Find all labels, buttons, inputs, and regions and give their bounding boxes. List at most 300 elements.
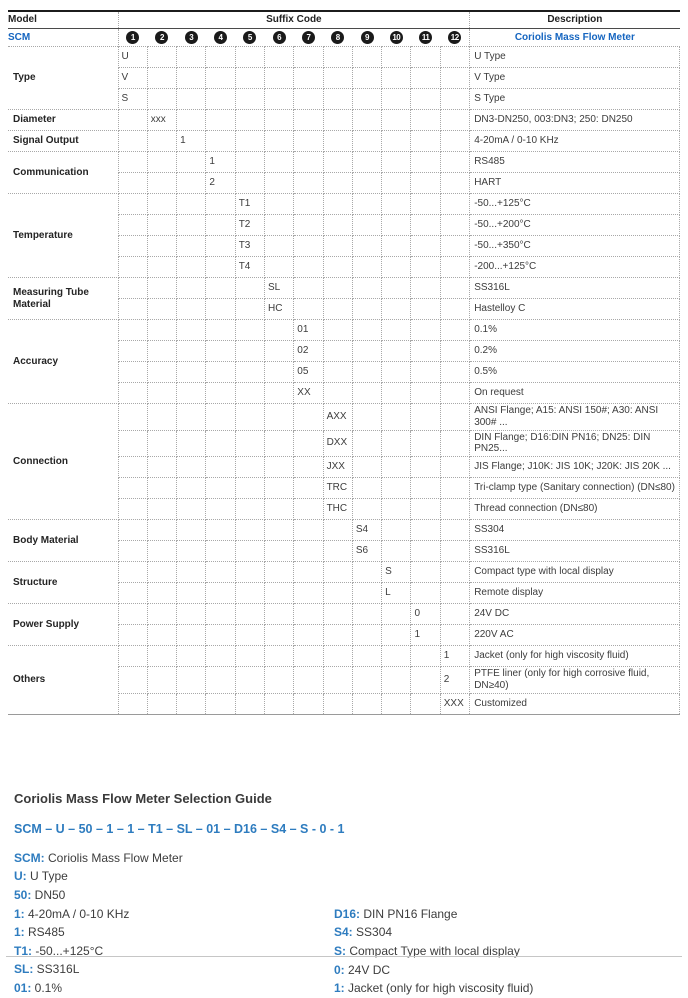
grid-cell xyxy=(264,520,293,541)
suffix-position-2 xyxy=(147,29,176,47)
suffix-code: 01 xyxy=(294,320,323,341)
grid-cell xyxy=(411,257,440,278)
grid-cell xyxy=(411,68,440,89)
grid-cell xyxy=(382,320,411,341)
grid-cell xyxy=(382,299,411,320)
group-label: Communication xyxy=(8,152,118,194)
grid-cell xyxy=(294,215,323,236)
grid-cell xyxy=(352,299,381,320)
grid-cell xyxy=(177,541,206,562)
grid-cell xyxy=(206,667,235,694)
grid-cell xyxy=(264,362,293,383)
grid-cell xyxy=(235,89,264,110)
grid-cell xyxy=(147,131,176,152)
group-label: Structure xyxy=(8,562,118,604)
suffix-position-10 xyxy=(382,29,411,47)
grid-cell xyxy=(440,562,469,583)
grid-cell xyxy=(352,693,381,714)
description: SS316L xyxy=(470,541,680,562)
table-row xyxy=(8,152,680,173)
grid-cell xyxy=(118,520,147,541)
guide-item: 1: 4-20mA / 0-10 KHz xyxy=(14,906,130,921)
grid-cell xyxy=(352,68,381,89)
guide-item-code: 50: xyxy=(14,887,32,902)
guide-item-code: 1: xyxy=(14,906,25,921)
grid-cell xyxy=(177,457,206,478)
grid-cell xyxy=(294,693,323,714)
description: Compact type with local display xyxy=(470,562,680,583)
grid-cell xyxy=(206,646,235,667)
grid-cell xyxy=(264,47,293,68)
grid-cell xyxy=(206,541,235,562)
grid-cell xyxy=(411,583,440,604)
grid-cell xyxy=(323,383,352,404)
grid-cell xyxy=(264,562,293,583)
guide-item-code: 01: xyxy=(14,980,32,995)
guide-item-code: 1: xyxy=(14,925,25,940)
grid-cell xyxy=(147,68,176,89)
grid-cell xyxy=(411,47,440,68)
grid-cell xyxy=(440,604,469,625)
grid-cell xyxy=(294,68,323,89)
grid-cell xyxy=(235,478,264,499)
suffix-code: TRC xyxy=(323,478,352,499)
suffix-code-table xyxy=(8,10,680,715)
grid-cell xyxy=(352,173,381,194)
circled-number-icon: 10 xyxy=(390,31,403,44)
circled-number-icon: 3 xyxy=(185,31,198,44)
description: On request xyxy=(470,383,680,404)
grid-cell xyxy=(323,646,352,667)
suffix-code: JXX xyxy=(323,457,352,478)
grid-cell xyxy=(440,257,469,278)
suffix-code: V xyxy=(118,68,147,89)
grid-cell xyxy=(206,478,235,499)
description: Customized xyxy=(470,693,680,714)
suffix-code: 2 xyxy=(206,173,235,194)
grid-cell xyxy=(177,110,206,131)
grid-cell xyxy=(235,625,264,646)
grid-cell xyxy=(440,625,469,646)
group-label: Measuring Tube Material xyxy=(8,278,118,320)
description: U Type xyxy=(470,47,680,68)
guide-item: S: Compact Type with local display xyxy=(334,943,520,958)
grid-cell xyxy=(264,383,293,404)
guide-item-code: 0: xyxy=(334,962,345,977)
grid-cell xyxy=(440,299,469,320)
grid-cell xyxy=(147,299,176,320)
suffix-code: 02 xyxy=(294,341,323,362)
grid-cell xyxy=(264,215,293,236)
table-row xyxy=(8,194,680,215)
grid-cell xyxy=(147,499,176,520)
grid-cell xyxy=(352,404,381,431)
grid-cell xyxy=(323,604,352,625)
suffix-code: U xyxy=(118,47,147,68)
grid-cell xyxy=(264,499,293,520)
grid-cell xyxy=(118,430,147,457)
description: -50...+350°C xyxy=(470,236,680,257)
grid-cell xyxy=(147,383,176,404)
grid-cell xyxy=(440,194,469,215)
grid-cell xyxy=(147,583,176,604)
grid-cell xyxy=(264,257,293,278)
grid-cell xyxy=(294,478,323,499)
grid-cell xyxy=(177,89,206,110)
grid-cell xyxy=(147,47,176,68)
grid-cell xyxy=(177,278,206,299)
grid-cell xyxy=(323,625,352,646)
grid-cell xyxy=(177,667,206,694)
group-label: Connection xyxy=(8,404,118,520)
grid-cell xyxy=(147,625,176,646)
grid-cell xyxy=(382,89,411,110)
grid-cell xyxy=(382,604,411,625)
grid-cell xyxy=(147,693,176,714)
circled-number-icon: 7 xyxy=(302,31,315,44)
grid-cell xyxy=(235,646,264,667)
description: JIS Flange; J10K: JIS 10K; J20K: JIS 20K ... xyxy=(470,457,680,478)
grid-cell xyxy=(118,583,147,604)
grid-cell xyxy=(440,110,469,131)
grid-cell xyxy=(206,457,235,478)
grid-cell xyxy=(382,430,411,457)
guide-item-code: T1: xyxy=(14,943,32,958)
grid-cell xyxy=(235,278,264,299)
example-order-code: SCM – U – 50 – 1 – 1 – T1 – SL – 01 – D16 – S4 – S - 0 - 1 xyxy=(14,821,345,836)
grid-cell xyxy=(323,236,352,257)
suffix-code: HC xyxy=(264,299,293,320)
suffix-position-5 xyxy=(235,29,264,47)
guide-item-code: U: xyxy=(14,869,27,884)
grid-cell xyxy=(264,131,293,152)
grid-cell xyxy=(352,667,381,694)
grid-cell xyxy=(382,341,411,362)
grid-cell xyxy=(411,194,440,215)
suffix-position-6 xyxy=(264,29,293,47)
grid-cell xyxy=(118,173,147,194)
grid-cell xyxy=(382,215,411,236)
grid-cell xyxy=(177,499,206,520)
grid-cell xyxy=(294,499,323,520)
grid-cell xyxy=(323,320,352,341)
grid-cell xyxy=(323,194,352,215)
suffix-code: 1 xyxy=(440,646,469,667)
grid-cell xyxy=(440,478,469,499)
grid-cell xyxy=(294,430,323,457)
grid-cell xyxy=(235,562,264,583)
group-label: Signal Output xyxy=(8,131,118,152)
description: ANSI Flange; A15: ANSI 150#; A30: ANSI 300# ... xyxy=(470,404,680,431)
grid-cell xyxy=(411,457,440,478)
circled-number-icon: 1 xyxy=(126,31,139,44)
grid-cell xyxy=(411,89,440,110)
grid-cell xyxy=(147,278,176,299)
grid-cell xyxy=(323,362,352,383)
grid-cell xyxy=(206,194,235,215)
grid-cell xyxy=(177,404,206,431)
grid-cell xyxy=(118,236,147,257)
description: HART xyxy=(470,173,680,194)
grid-cell xyxy=(264,625,293,646)
col-header-description: Description xyxy=(470,11,680,29)
grid-cell xyxy=(294,520,323,541)
table-header-row xyxy=(8,11,680,29)
grid-cell xyxy=(177,478,206,499)
grid-cell xyxy=(118,693,147,714)
grid-cell xyxy=(411,478,440,499)
grid-cell xyxy=(147,646,176,667)
grid-cell xyxy=(264,430,293,457)
grid-cell xyxy=(206,362,235,383)
grid-cell xyxy=(323,341,352,362)
suffix-code: THC xyxy=(323,499,352,520)
grid-cell xyxy=(177,625,206,646)
grid-cell xyxy=(440,89,469,110)
table-row xyxy=(8,131,680,152)
grid-cell xyxy=(323,173,352,194)
grid-cell xyxy=(147,89,176,110)
description: SS316L xyxy=(470,278,680,299)
grid-cell xyxy=(118,383,147,404)
guide-item-code: D16: xyxy=(334,906,361,921)
description: DIN Flange; D16:DIN PN16; DN25: DIN PN25... xyxy=(470,430,680,457)
grid-cell xyxy=(323,47,352,68)
grid-cell xyxy=(206,562,235,583)
grid-cell xyxy=(118,341,147,362)
grid-cell xyxy=(411,236,440,257)
grid-cell xyxy=(118,541,147,562)
grid-cell xyxy=(264,478,293,499)
grid-cell xyxy=(440,341,469,362)
grid-cell xyxy=(382,131,411,152)
grid-cell xyxy=(440,215,469,236)
grid-cell xyxy=(352,47,381,68)
grid-cell xyxy=(440,457,469,478)
guide-item: U: U Type xyxy=(14,869,68,884)
grid-cell xyxy=(440,520,469,541)
grid-cell xyxy=(411,299,440,320)
grid-cell xyxy=(235,362,264,383)
grid-cell xyxy=(294,110,323,131)
grid-cell xyxy=(235,667,264,694)
grid-cell xyxy=(382,520,411,541)
grid-cell xyxy=(382,499,411,520)
group-label: Accuracy xyxy=(8,320,118,404)
grid-cell xyxy=(147,430,176,457)
grid-cell xyxy=(235,499,264,520)
guide-list-right xyxy=(334,849,533,998)
grid-cell xyxy=(294,278,323,299)
grid-cell xyxy=(206,693,235,714)
grid-cell xyxy=(206,215,235,236)
grid-cell xyxy=(323,257,352,278)
grid-cell xyxy=(440,383,469,404)
circled-number-icon: 9 xyxy=(361,31,374,44)
grid-cell xyxy=(147,541,176,562)
grid-cell xyxy=(294,667,323,694)
grid-cell xyxy=(294,541,323,562)
grid-cell xyxy=(147,404,176,431)
grid-cell xyxy=(294,583,323,604)
grid-cell xyxy=(294,194,323,215)
grid-cell xyxy=(294,173,323,194)
grid-cell xyxy=(323,520,352,541)
grid-cell xyxy=(206,625,235,646)
grid-cell xyxy=(235,110,264,131)
grid-cell xyxy=(118,278,147,299)
grid-cell xyxy=(235,383,264,404)
grid-cell xyxy=(206,299,235,320)
suffix-position-12 xyxy=(440,29,469,47)
grid-cell xyxy=(294,152,323,173)
grid-cell xyxy=(264,646,293,667)
guide-item-code: S: xyxy=(334,943,346,958)
description: 4-20mA / 0-10 KHz xyxy=(470,131,680,152)
grid-cell xyxy=(177,520,206,541)
grid-cell xyxy=(352,562,381,583)
grid-cell xyxy=(323,89,352,110)
grid-cell xyxy=(264,320,293,341)
grid-cell xyxy=(411,562,440,583)
grid-cell xyxy=(411,362,440,383)
suffix-position-3 xyxy=(177,29,206,47)
grid-cell xyxy=(440,430,469,457)
grid-cell xyxy=(352,430,381,457)
grid-cell xyxy=(235,320,264,341)
circled-number-icon: 2 xyxy=(155,31,168,44)
model-row xyxy=(8,29,680,47)
guide-item-code: 1: xyxy=(334,981,345,996)
grid-cell xyxy=(352,583,381,604)
grid-cell xyxy=(206,131,235,152)
grid-cell xyxy=(118,404,147,431)
grid-cell xyxy=(206,68,235,89)
grid-cell xyxy=(294,89,323,110)
grid-cell xyxy=(264,667,293,694)
grid-cell xyxy=(382,152,411,173)
grid-cell xyxy=(294,457,323,478)
grid-cell xyxy=(440,278,469,299)
grid-cell xyxy=(411,499,440,520)
grid-cell xyxy=(294,47,323,68)
guide-item: S4: SS304 xyxy=(334,925,393,940)
guide-item: 01: 0.1% xyxy=(14,980,63,995)
guide-item: 1: Jacket (only for high viscosity fluid) xyxy=(334,981,534,996)
grid-cell xyxy=(264,341,293,362)
description: 0.2% xyxy=(470,341,680,362)
grid-cell xyxy=(264,693,293,714)
grid-cell xyxy=(118,320,147,341)
grid-cell xyxy=(147,362,176,383)
grid-cell xyxy=(352,383,381,404)
grid-cell xyxy=(235,173,264,194)
grid-cell xyxy=(411,541,440,562)
grid-cell xyxy=(118,152,147,173)
grid-cell xyxy=(235,604,264,625)
grid-cell xyxy=(440,152,469,173)
grid-cell xyxy=(382,362,411,383)
grid-cell xyxy=(440,404,469,431)
table-row xyxy=(8,604,680,625)
grid-cell xyxy=(235,131,264,152)
grid-cell xyxy=(235,299,264,320)
suffix-code: 1 xyxy=(411,625,440,646)
grid-cell xyxy=(411,520,440,541)
suffix-code: S6 xyxy=(352,541,381,562)
grid-cell xyxy=(177,562,206,583)
circled-number-icon: 11 xyxy=(419,31,432,44)
grid-cell xyxy=(352,278,381,299)
grid-cell xyxy=(264,110,293,131)
grid-cell xyxy=(118,499,147,520)
grid-cell xyxy=(411,173,440,194)
grid-cell xyxy=(382,47,411,68)
grid-cell xyxy=(118,667,147,694)
grid-cell xyxy=(323,541,352,562)
grid-cell xyxy=(177,47,206,68)
grid-cell xyxy=(235,47,264,68)
grid-cell xyxy=(323,110,352,131)
grid-cell xyxy=(147,667,176,694)
description: -50...+125°C xyxy=(470,194,680,215)
guide-item: 50: DN50 xyxy=(14,887,66,902)
grid-cell xyxy=(440,47,469,68)
grid-cell xyxy=(382,68,411,89)
grid-cell xyxy=(264,457,293,478)
grid-cell xyxy=(411,667,440,694)
grid-cell xyxy=(264,541,293,562)
table-row xyxy=(8,278,680,299)
group-label: Others xyxy=(8,646,118,715)
grid-cell xyxy=(382,646,411,667)
grid-cell xyxy=(206,430,235,457)
grid-cell xyxy=(147,173,176,194)
suffix-code: 1 xyxy=(177,131,206,152)
grid-cell xyxy=(177,236,206,257)
grid-cell xyxy=(323,152,352,173)
grid-cell xyxy=(352,194,381,215)
grid-cell xyxy=(411,646,440,667)
grid-cell xyxy=(323,278,352,299)
suffix-code: XXX xyxy=(440,693,469,714)
grid-cell xyxy=(440,68,469,89)
grid-cell xyxy=(294,257,323,278)
grid-cell xyxy=(147,562,176,583)
table-row xyxy=(8,320,680,341)
grid-cell xyxy=(411,430,440,457)
guide-title: Coriolis Mass Flow Meter Selection Guide xyxy=(14,790,272,806)
grid-cell xyxy=(411,215,440,236)
grid-cell xyxy=(235,404,264,431)
grid-cell xyxy=(294,299,323,320)
grid-cell xyxy=(206,341,235,362)
grid-cell xyxy=(411,152,440,173)
grid-cell xyxy=(352,604,381,625)
grid-cell xyxy=(206,236,235,257)
grid-cell xyxy=(352,478,381,499)
table-row xyxy=(8,520,680,541)
grid-cell xyxy=(411,320,440,341)
suffix-code: S xyxy=(382,562,411,583)
grid-cell xyxy=(235,583,264,604)
grid-cell xyxy=(177,299,206,320)
suffix-code: T1 xyxy=(235,194,264,215)
suffix-position-9 xyxy=(352,29,381,47)
guide-columns xyxy=(14,849,688,998)
suffix-code: T4 xyxy=(235,257,264,278)
suffix-code: S4 xyxy=(352,520,381,541)
